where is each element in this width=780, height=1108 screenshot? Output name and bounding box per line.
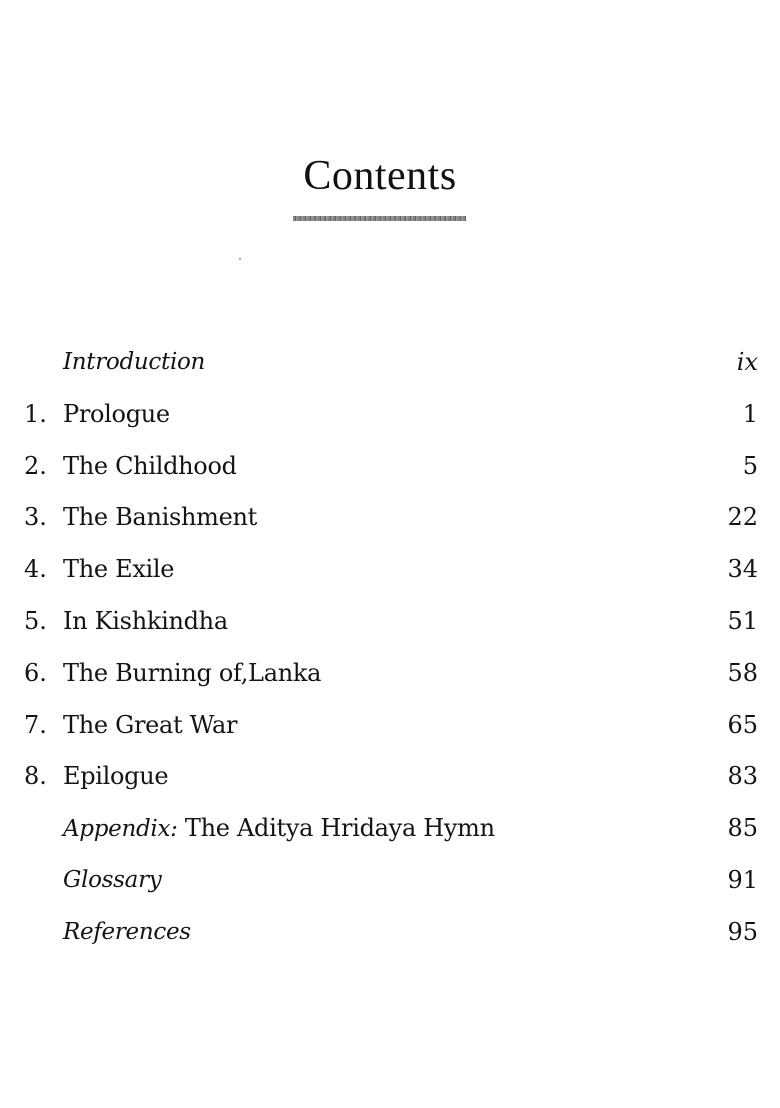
entry-page: 22 — [727, 503, 758, 532]
entry-page: 58 — [727, 658, 758, 687]
entry-title: In Kishkindha — [63, 606, 228, 635]
entry-page: 65 — [727, 710, 758, 739]
entry-number: 3. — [24, 503, 47, 532]
entry-number: 7. — [24, 710, 47, 739]
entry-page: 85 — [727, 814, 758, 843]
toc-entry-prologue[interactable] — [0, 394, 780, 446]
entry-title — [63, 808, 495, 849]
toc-entry-exile[interactable] — [0, 549, 780, 601]
entry-title: The Childhood — [63, 451, 237, 480]
entry-title: References — [63, 918, 191, 945]
entry-number: 5. — [24, 606, 47, 635]
entry-page: ix — [736, 348, 758, 376]
entry-number: 6. — [24, 658, 47, 687]
entry-page: 51 — [727, 606, 758, 635]
entry-title-text: The Aditya Hridaya Hymn — [177, 814, 495, 843]
entry-page: 95 — [727, 917, 758, 946]
page-title-text: Contents — [303, 153, 457, 199]
entry-number: 1. — [24, 399, 47, 428]
entry-title: Prologue — [63, 399, 170, 428]
entry-page: 34 — [727, 555, 758, 584]
table-of-contents — [0, 342, 780, 964]
entry-number: 8. — [24, 762, 47, 791]
entry-title: Glossary — [63, 866, 162, 893]
toc-entry-burning-of-lanka[interactable] — [0, 653, 780, 705]
entry-page: 1 — [742, 399, 758, 428]
entry-number: 2. — [24, 451, 47, 480]
entry-title: The Burning of,Lanka — [63, 658, 322, 687]
entry-page: 91 — [727, 865, 758, 894]
page-title — [0, 152, 760, 200]
scan-speck — [239, 258, 241, 260]
toc-entry-childhood[interactable] — [0, 446, 780, 498]
toc-entry-appendix[interactable] — [0, 808, 780, 860]
entry-number: 4. — [24, 555, 47, 584]
toc-entry-introduction[interactable] — [0, 342, 780, 394]
entry-title: The Banishment — [63, 503, 258, 532]
entry-page: 5 — [742, 451, 758, 480]
title-underline — [293, 216, 466, 221]
entry-prefix: Appendix: — [63, 816, 178, 843]
toc-entry-banishment[interactable] — [0, 497, 780, 549]
entry-page: 83 — [727, 762, 758, 791]
toc-entry-glossary[interactable] — [0, 860, 780, 912]
entry-title: The Exile — [63, 555, 175, 584]
toc-entry-epilogue[interactable] — [0, 756, 780, 808]
entry-title: The Great War — [63, 710, 238, 739]
entry-title: Introduction — [63, 349, 206, 375]
entry-title: Epilogue — [63, 762, 169, 791]
toc-entry-references[interactable] — [0, 912, 780, 964]
toc-entry-kishkindha[interactable] — [0, 601, 780, 653]
toc-entry-great-war[interactable] — [0, 705, 780, 757]
